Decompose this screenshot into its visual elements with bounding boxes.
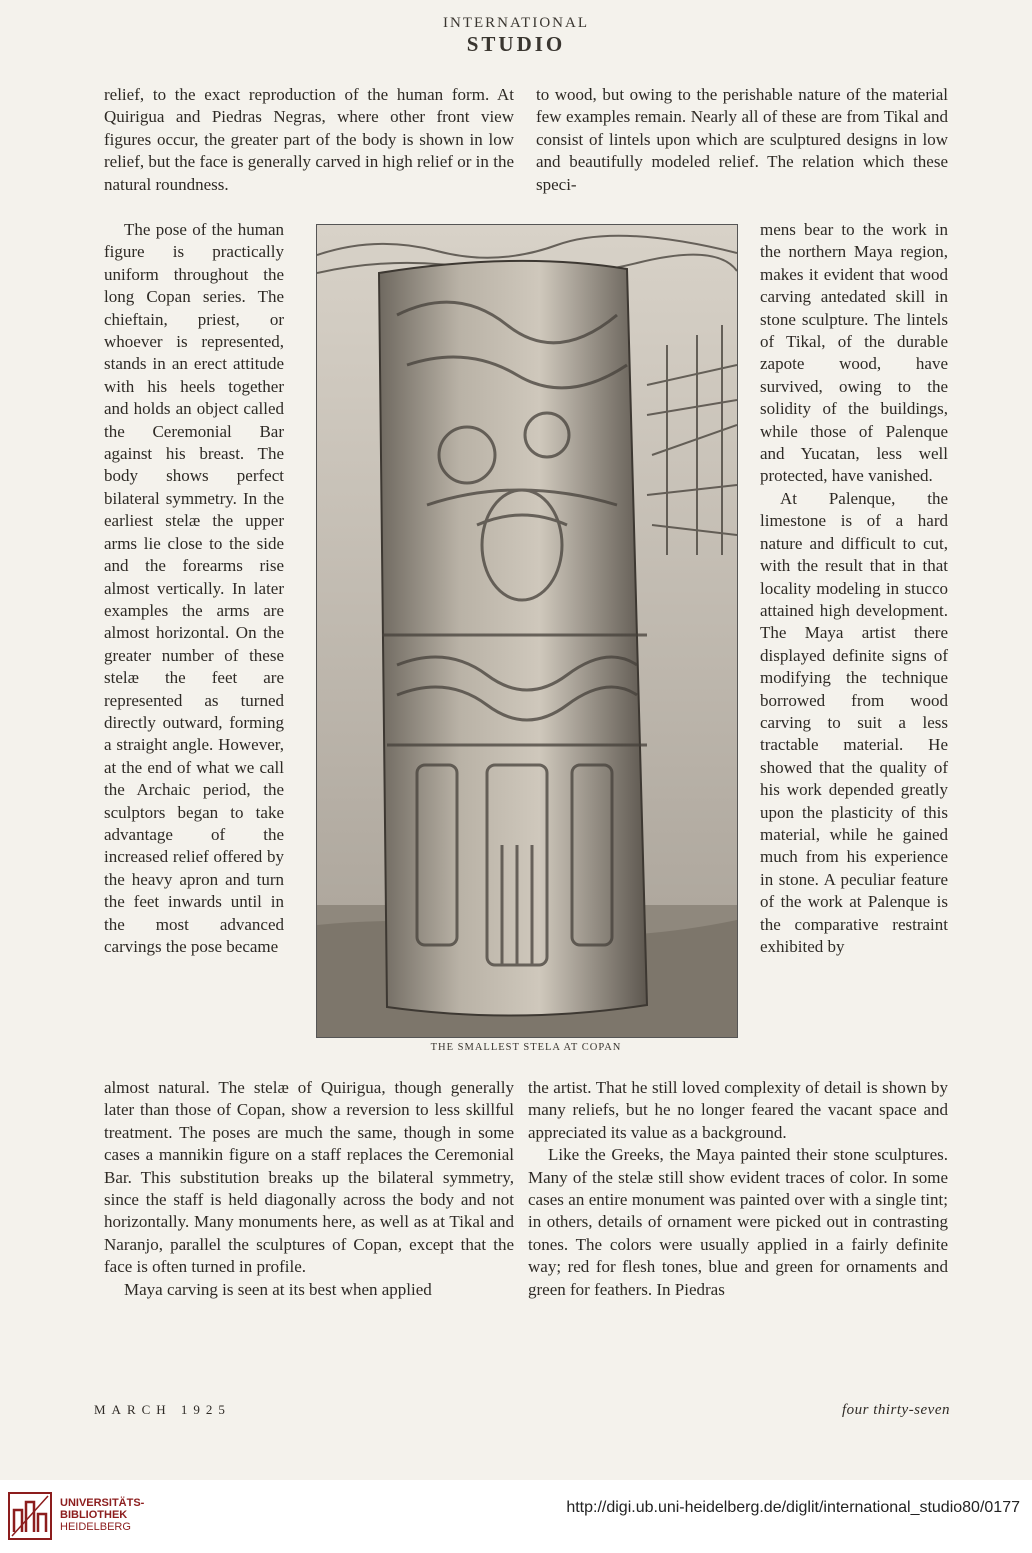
paragraph: At Palenque, the limestone is of a hard nature and difficult to cut, with the result that in that locality modeling in stucco attained high development. The Maya artist there displayed definite signs of modifying the technique borrowed from wood carving to suit a less tractable material. He showed that the quality of his work depended greatly upon the plasticity of this material, while he gained much from his experience in stone. A peculiar feature of the work at Palenque is the comparative restraint exhibited by <box>760 488 948 956</box>
left-column-beside-figure <box>104 219 284 958</box>
paragraph: Maya carving is seen at its best when applied <box>124 1279 432 1299</box>
library-name-line-2: BIBLIOTHEK <box>60 1509 128 1521</box>
library-name-line-3: HEIDELBERG <box>60 1521 131 1533</box>
stela-illustration <box>317 225 737 1037</box>
paragraph: mens bear to the work in the northern Maya region, makes it evident that wood carving antedated skill in stone sculpture. The lintels of Tikal, of the durable zapote wood, have survived, owing to the solidity of the buildings, while those of Palenque and Yucatan, less well protected, have vanished. <box>760 220 948 486</box>
masthead-line-2: STUDIO <box>466 32 566 56</box>
right-column-top <box>536 84 948 196</box>
paragraph: the artist. That he still loved complexity of detail is shown by many reliefs, but he no longer feared the vacant space and appreciated its value as a background. <box>528 1078 948 1142</box>
paragraph: The pose of the human figure is practically uniform throughout the long Copan series. The chieftain, priest, or whoever is represented, stands in an erect attitude with his heels together and holds an object called the Ceremonial Bar against his breast. The body shows perfect bilateral symmetry. In the earliest stelæ the upper arms lie close to the side and the forearms rise almost vertically. In later examples the arms are almost horizontal. On the greater number of these stelæ the feet are represented as turned directly outward, forming a straight angle. However, at the end of what we call the Archaic period, the sculptors began to take advantage of the increased relief offered by the heavy apron and turn the feet inwards until in the most advanced carvings the pose became <box>104 220 284 956</box>
library-logo-icon <box>8 1492 52 1540</box>
digitization-bar <box>0 1480 1032 1553</box>
paragraph: Like the Greeks, the Maya painted their stone sculptures. Many of the stelæ still show evident traces of color. In some cases an entire monument was painted over with a single tint; in others, details of ornament were picked out in contrasting tones. The colors were usually applied in a fairly definite way; red for flesh tones, blue and green for ornaments and green for feathers. In Piedras <box>528 1145 948 1299</box>
masthead-line-1: INTERNATIONAL <box>443 15 589 31</box>
library-name-line-1: UNIVERSITÄTS- <box>60 1497 145 1509</box>
footer-date: MARCH 1925 <box>94 1402 231 1417</box>
paragraph: almost natural. The stelæ of Quirigua, though generally later than those of Copan, show a reversion to less skillful treatment. The poses are much the same, though in some cases a mannikin figure on a staff replaces the Ceremonial Bar. This substitution breaks up the bilateral symmetry, since the staff is held diagonally across the body and not horizontally. Many monuments here, as well as at Tikal and Naranjo, parallel the sculptures of Copan, except that the face is often turned in profile. <box>104 1078 514 1277</box>
right-column-bottom <box>528 1077 948 1301</box>
left-column-bottom <box>104 1077 514 1301</box>
paragraph: to wood, but owing to the perishable nature of the material few examples remain. Nearly all of these are from Tikal and consist of lintels upon which are sculptured designs in low and beautifully modeled relief. The relation which these speci- <box>536 85 948 194</box>
paragraph: relief, to the exact reproduction of the human form. At Quirigua and Piedras Negras, where other front view figures occur, the greater part of the body is shown in low relief, but the face is generally carved in high relief or in the natural roundness. <box>104 85 514 194</box>
library-name <box>60 1497 144 1533</box>
masthead <box>0 14 1032 56</box>
right-column-beside-figure <box>760 219 948 958</box>
figure-caption: THE SMALLEST STELA AT COPAN <box>430 1042 622 1053</box>
footer-page-number: four thirty-seven <box>841 1402 950 1418</box>
source-url-link[interactable]: http://digi.ub.uni-heidelberg.de/diglit/international_studio80/0177 <box>566 1499 1020 1516</box>
left-column-top <box>104 84 514 196</box>
stela-photograph <box>316 224 738 1038</box>
